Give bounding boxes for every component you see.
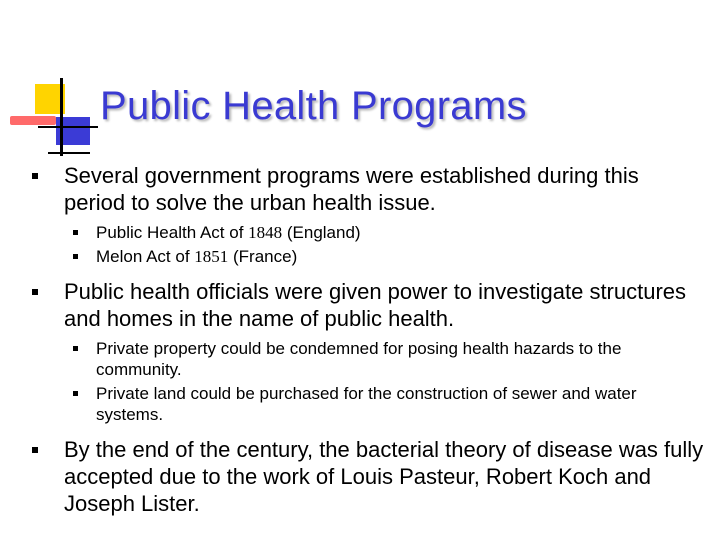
logo-red-bar (10, 116, 56, 125)
square-bullet-icon (32, 173, 38, 179)
sub-bullet-text-suffix: (France) (228, 247, 298, 266)
bullet-item (0, 278, 704, 332)
bullet-text: By the end of the century, the bacterial theory of disease was fully accepted due to the work of Louis Pasteur, Robert Koch and Joseph Lister. (64, 437, 704, 516)
bullet-text: Public health officials were given power to investigate structures and homes in the name of public health. (64, 279, 687, 331)
slide-title: Public Health Programs (100, 84, 527, 128)
sub-bullet-text-prefix: Public Health Act of (96, 223, 249, 242)
sub-bullet-text-suffix: (England) (282, 223, 361, 242)
sub-bullet-list (0, 222, 720, 267)
square-bullet-icon (32, 447, 38, 453)
sub-bullet-year: 1848 (248, 223, 283, 242)
logo-vertical-line (60, 78, 63, 156)
sub-bullet-text-prefix: Melon Act of (96, 247, 195, 266)
bullet-text: Several government programs were established during this period to solve the urban health issue. (64, 163, 639, 215)
square-bullet-icon (73, 391, 78, 396)
sub-bullet-text: Private property could be condemned for posing health hazards to the community. (96, 339, 622, 379)
square-bullet-icon (73, 254, 78, 259)
square-bullet-icon (73, 346, 78, 351)
logo-horizontal-line (38, 126, 98, 128)
sub-bullet-item (0, 246, 686, 267)
bullet-item (0, 436, 704, 517)
sub-bullet-list (0, 338, 720, 425)
slide-body (0, 162, 720, 527)
bullet-item (0, 162, 704, 216)
title-logo-graphic (0, 0, 120, 160)
sub-bullet-item (0, 383, 686, 425)
sub-bullet-year: 1851 (194, 247, 229, 266)
sub-bullet-item (0, 222, 686, 243)
square-bullet-icon (32, 289, 38, 295)
square-bullet-icon (73, 230, 78, 235)
sub-bullet-text: Private land could be purchased for the construction of sewer and water systems. (96, 384, 637, 424)
logo-horizontal-line (48, 152, 90, 154)
sub-bullet-item (0, 338, 686, 380)
